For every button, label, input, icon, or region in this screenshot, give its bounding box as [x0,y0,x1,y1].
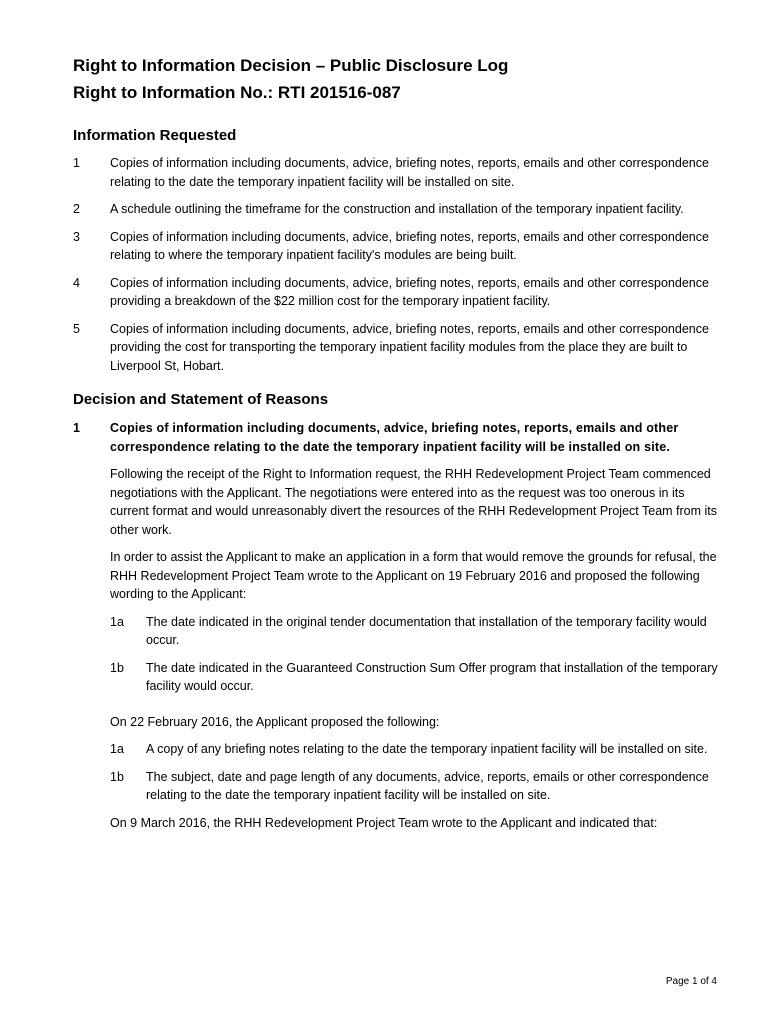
request-item-number: 5 [73,321,80,336]
decision-item-text: Copies of information including documents, advice, briefing notes, reports, emails and other correspondence relating to the date the temporary inpatient facility will be installed on site. [110,421,679,454]
decision-item-title [73,419,723,456]
document-page [73,52,723,841]
request-item [73,200,723,219]
request-item-text: A schedule outlining the timeframe for the construction and installation of the temporary inpatient facility. [110,202,684,216]
decision-paragraph: Following the receipt of the Right to Information request, the RHH Redevelopment Project Team commenced negotiations with the Applicant. The negotiations were entered into as the request was too onerous in its current format and would unreasonably divert the resources of the RHH Redevelopment Project Team from its other work. [110,467,718,537]
request-item-text: Copies of information including documents, advice, briefing notes, reports, emails and other correspondence providing the cost for transporting the temporary inpatient facility modules from the place they are built to Liverpool St, Hobart. [110,321,709,373]
request-item-number: 2 [73,202,80,216]
decision-paragraph: On 22 February 2016, the Applicant proposed the following: [110,714,440,729]
proposal-item-number: 1a [110,614,124,629]
proposal-item-number: 1a [110,742,124,756]
page-number: Page 1 of 4 [665,976,717,987]
proposal-item [110,768,723,805]
request-item [73,274,723,311]
request-item [73,320,723,376]
decision-heading: Decision and Statement of Reasons [73,391,329,408]
request-item-text: Copies of information including documents, advice, briefing notes, reports, emails and other correspondence relating to where the temporary inpatient facility's modules are being built. [110,229,709,262]
request-item-text: Copies of information including documents, advice, briefing notes, reports, emails and other correspondence providing a breakdown of the $22 million cost for the temporary inpatient facility. [110,275,709,308]
proposal-item [110,740,723,759]
info-requested-heading: Information Requested [73,127,237,144]
proposal-item-text: The date indicated in the original tender documentation that installation of the temporary facility would occur. [146,614,707,647]
request-item-number: 4 [73,275,80,290]
proposal-item [110,659,723,696]
proposal-item-text: A copy of any briefing notes relating to the date the temporary inpatient facility will be installed on site. [146,742,708,756]
rti-number: Right to Information No.: RTI 201516-087 [73,83,401,102]
decision-paragraph: On 9 March 2016, the RHH Redevelopment Project Team wrote to the Applicant and indicated that: [110,815,658,830]
proposal-item-number: 1b [110,769,124,784]
request-item [73,228,723,265]
proposal-item-text: The subject, date and page length of any documents, advice, reports, emails or other correspondence relating to the date the temporary inpatient facility will be installed on site. [146,769,709,802]
document-title: Right to Information Decision – Public Disclosure Log [73,56,509,75]
decision-paragraph: In order to assist the Applicant to make an application in a form that would remove the grounds for refusal, the RHH Redevelopment Project Team wrote to the Applicant on 19 February 2016 and proposed the following wording to the Applicant: [110,550,717,601]
proposal-item-number: 1b [110,660,124,675]
proposal-item-text: The date indicated in the Guaranteed Construction Sum Offer program that installation of the temporary facility would occur. [146,660,718,693]
request-item [73,154,723,191]
decision-item-number: 1 [73,421,81,435]
request-item-number: 3 [73,229,80,244]
proposal-item [110,613,723,650]
request-item-number: 1 [73,156,80,170]
request-item-text: Copies of information including documents, advice, briefing notes, reports, emails and other correspondence relating to the date the temporary inpatient facility will be installed on site. [110,156,709,189]
